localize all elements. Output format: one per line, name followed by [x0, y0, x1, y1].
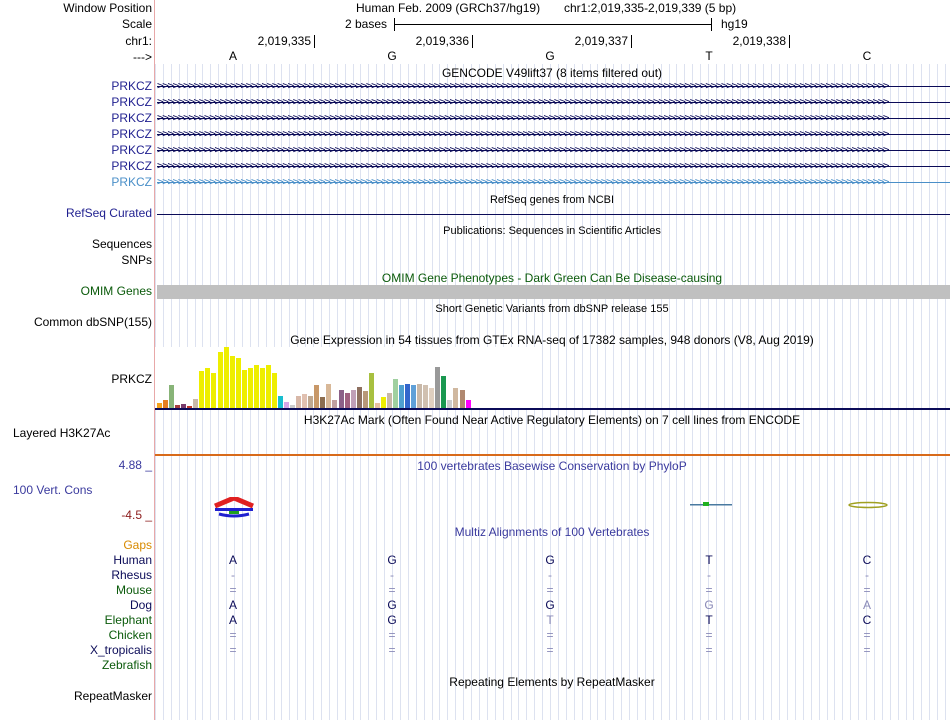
gtex-tissue-bar[interactable] [169, 385, 174, 408]
gtex-tissue-bar[interactable] [211, 373, 216, 408]
conservation-max-label: 4.88 _ [118, 458, 152, 472]
gtex-tissue-bar[interactable] [218, 352, 223, 408]
coordinate-tick [789, 35, 790, 48]
alignment-base: = [705, 643, 713, 657]
coordinate-tick [472, 35, 473, 48]
scale-db-label: hg19 [721, 17, 748, 31]
h3k27ac-track-title: H3K27Ac Mark (Often Found Near Active Regulatory Elements) on 7 cell lines from ENCODE [303, 413, 801, 427]
gtex-tissue-bar[interactable] [381, 397, 386, 408]
alignment-base: = [705, 583, 713, 597]
alignment-base: = [388, 583, 396, 597]
omim-track-title: OMIM Gene Phenotypes - Dark Green Can Be Disease-causing [381, 271, 723, 285]
alignment-base: T [705, 613, 713, 627]
alignment-base: = [863, 583, 871, 597]
alignment-base: = [229, 643, 237, 657]
alignment-base: = [388, 628, 396, 642]
species-label[interactable]: Elephant [104, 613, 152, 627]
gtex-tissue-bar[interactable] [326, 384, 331, 408]
scale-text: 2 bases [345, 17, 388, 31]
alignment-base: = [229, 628, 237, 642]
alignment-base: G [545, 553, 555, 567]
alignment-base: A [228, 598, 238, 612]
gtex-tissue-bar[interactable] [417, 384, 422, 408]
alignment-base: G [387, 613, 397, 627]
reference-base: A [228, 49, 238, 63]
sequences-label[interactable]: Sequences [91, 237, 152, 251]
coordinate-label: 2,019,337 [574, 34, 628, 48]
gtex-tissue-bar[interactable] [393, 379, 398, 408]
alignment-base: = [863, 628, 871, 642]
phylop-track-title: 100 vertebrates Basewise Conservation by PhyloP [417, 459, 687, 473]
gtex-tissue-bar[interactable] [363, 391, 368, 408]
alignment-base: = [546, 628, 554, 642]
species-label[interactable]: Mouse [115, 583, 152, 597]
h3k27ac-signal-line [155, 454, 950, 456]
gtex-track-title: Gene Expression in 54 tissues from GTEx RNA-seq of 17382 samples, 948 donors (V8, Aug 2019) [290, 333, 814, 347]
repeatmasker-track-title: Repeating Elements by RepeatMasker [449, 675, 655, 689]
gtex-tissue-bar[interactable] [163, 400, 168, 408]
coordinate-label: 2,019,338 [732, 34, 786, 48]
assembly-title: Human Feb. 2009 (GRCh37/hg19) [356, 1, 541, 15]
alignment-base: = [705, 628, 713, 642]
alignment-base: - [390, 568, 394, 582]
alignment-base: C [862, 553, 872, 567]
gtex-tissue-bar[interactable] [272, 373, 277, 408]
gaps-label: Gaps [123, 538, 152, 552]
strand-arrows: >>>>>>>>>>>>>>>>>>>>>>>>>>>>>>>>>>>>>>>>>>>>>>>>>>>>>>>>>>>>>>>>>>>>>>>>>>>>>>>>>>>>>>>>>>>>>>>>>>>>>>>>>>>>>>>>>>>>>>>>>>>>>>>>>>>>>>>>>>>> [157, 95, 889, 108]
dbsnp-track-title: Short Genetic Variants from dbSNP release 155 [435, 303, 669, 315]
gtex-tissue-bar[interactable] [242, 370, 247, 408]
species-label[interactable]: Human [113, 553, 152, 567]
gtex-tissue-bar[interactable] [254, 365, 259, 408]
repeatmasker-label[interactable]: RepeatMasker [73, 689, 152, 703]
gtex-tissue-bar[interactable] [314, 385, 319, 408]
conservation-logo-t [690, 498, 732, 506]
conservation-min-label: -4.5 _ [121, 508, 152, 522]
alignment-base: G [387, 553, 397, 567]
multiz-track-title: Multiz Alignments of 100 Vertebrates [454, 525, 650, 539]
gtex-tissue-bar[interactable] [302, 394, 307, 408]
alignment-base: - [548, 568, 552, 582]
alignment-base: A [228, 553, 238, 567]
alignment-base: G [545, 598, 555, 612]
gtex-tissue-bar[interactable] [357, 387, 362, 408]
refseq-gene-line[interactable] [157, 214, 950, 215]
gtex-tissue-bar[interactable] [278, 396, 283, 408]
gtex-tissue-bar[interactable] [460, 390, 465, 408]
gtex-tissue-bar[interactable] [236, 358, 241, 408]
coordinate-tick [631, 35, 632, 48]
gtex-tissue-bar[interactable] [405, 384, 410, 408]
scale-bar-left-tick [394, 18, 395, 31]
gene-label-prkcz[interactable]: PRKCZ [111, 159, 152, 173]
alignment-base: T [705, 553, 713, 567]
gtex-tissue-bar[interactable] [266, 365, 271, 408]
browser-track-panel [155, 0, 950, 720]
reference-base: C [862, 49, 872, 63]
gene-label-prkcz[interactable]: PRKCZ [111, 143, 152, 157]
gtex-tissue-bar[interactable] [351, 390, 356, 408]
publications-track-title: Publications: Sequences in Scientific Articles [443, 225, 661, 237]
alignment-base: = [546, 643, 554, 657]
species-label[interactable]: Rhesus [111, 568, 152, 582]
dbsnp-label[interactable]: Common dbSNP(155) [33, 315, 152, 329]
snps-label[interactable]: SNPs [121, 253, 152, 267]
strand-arrows: >>>>>>>>>>>>>>>>>>>>>>>>>>>>>>>>>>>>>>>>>>>>>>>>>>>>>>>>>>>>>>>>>>>>>>>>>>>>>>>>>>>>>>>>>>>>>>>>>>>>>>>>>>>>>>>>>>>>>>>>>>>>>>>>>>>>>>>>>>>> [157, 79, 889, 92]
strand-arrows: >>>>>>>>>>>>>>>>>>>>>>>>>>>>>>>>>>>>>>>>>>>>>>>>>>>>>>>>>>>>>>>>>>>>>>>>>>>>>>>>>>>>>>>>>>>>>>>>>>>>>>>>>>>>>>>>>>>>>>>>>>>>>>>>>>>>>>>>>>>> [157, 127, 889, 140]
scale-bar-line [394, 24, 711, 25]
omim-gene-bar[interactable] [157, 285, 950, 299]
gtex-baseline [155, 408, 950, 410]
reference-base: T [705, 49, 713, 63]
alignment-base: G [387, 598, 397, 612]
refseq-track-title: RefSeq genes from NCBI [489, 194, 615, 206]
refseq-curated-label[interactable]: RefSeq Curated [65, 206, 152, 220]
gtex-tissue-bar[interactable] [248, 368, 253, 408]
species-label[interactable]: Chicken [108, 628, 152, 642]
track-label-column [0, 0, 155, 720]
alignment-base: = [546, 583, 554, 597]
gtex-tissue-bar[interactable] [369, 373, 374, 408]
gene-label-prkcz[interactable]: PRKCZ [111, 127, 152, 141]
scale-bar-right-tick [711, 18, 712, 31]
chrom-label: chr1: [125, 34, 152, 48]
gtex-tissue-bar[interactable] [230, 356, 235, 408]
gene-label-prkcz[interactable]: PRKCZ [111, 95, 152, 109]
gtex-tissue-bar[interactable] [429, 388, 434, 408]
gtex-tissue-bar[interactable] [441, 376, 446, 408]
alignment-base: A [228, 613, 238, 627]
scale-label: Scale [121, 17, 152, 31]
h3k27ac-label[interactable]: Layered H3K27Ac [13, 426, 111, 440]
gtex-tissue-bar[interactable] [447, 400, 452, 408]
gene-label-prkcz[interactable]: PRKCZ [111, 175, 152, 189]
window-position-label: Window Position [63, 1, 152, 15]
gtex-tissue-bar[interactable] [308, 396, 313, 408]
strand-arrows: >>>>>>>>>>>>>>>>>>>>>>>>>>>>>>>>>>>>>>>>>>>>>>>>>>>>>>>>>>>>>>>>>>>>>>>>>>>>>>>>>>>>>>>>>>>>>>>>>>>>>>>>>>>>>>>>>>>>>>>>>>>>>>>>>>>>>>>>>>>> [157, 159, 889, 172]
gtex-tissue-bar[interactable] [320, 397, 325, 408]
alignment-base: = [388, 643, 396, 657]
conservation-logo-a [213, 497, 255, 519]
gtex-tissue-bar[interactable] [399, 385, 404, 408]
conservation-logo-c [848, 498, 888, 506]
alignment-base: G [704, 598, 714, 612]
gtex-tissue-bar[interactable] [224, 347, 229, 408]
gtex-tissue-bar[interactable] [345, 393, 350, 408]
gtex-tissue-bar[interactable] [332, 400, 337, 408]
gencode-track-title: GENCODE V49lift37 (8 items filtered out) [441, 66, 663, 80]
strand-arrows: >>>>>>>>>>>>>>>>>>>>>>>>>>>>>>>>>>>>>>>>>>>>>>>>>>>>>>>>>>>>>>>>>>>>>>>>>>>>>>>>>>>>>>>>>>>>>>>>>>>>>>>>>>>>>>>>>>>>>>>>>>>>>>>>>>>>>>>>>>>> [157, 175, 889, 188]
coordinate-label: 2,019,336 [415, 34, 469, 48]
alignment-base: T [546, 613, 554, 627]
gene-label-prkcz[interactable]: PRKCZ [111, 79, 152, 93]
label-divider [154, 0, 155, 720]
alignment-base: - [865, 568, 869, 582]
gtex-gene-label[interactable]: PRKCZ [111, 372, 152, 386]
species-label[interactable]: Dog [129, 598, 152, 612]
coordinate-tick [314, 35, 315, 48]
gtex-tissue-bar[interactable] [193, 399, 198, 408]
species-label[interactable]: X_tropicalis [89, 643, 152, 657]
gtex-tissue-bar[interactable] [205, 368, 210, 408]
alignment-base: C [862, 613, 872, 627]
gtex-tissue-bar[interactable] [260, 368, 265, 408]
gtex-bar-chart [157, 347, 535, 408]
gene-label-prkcz[interactable]: PRKCZ [111, 111, 152, 125]
position-title: chr1:2,019,335-2,019,339 (5 bp) [564, 1, 737, 15]
alignment-base: = [863, 643, 871, 657]
omim-genes-label[interactable]: OMIM Genes [80, 284, 152, 298]
gtex-tissue-bar[interactable] [466, 400, 471, 408]
gtex-tissue-bar[interactable] [411, 385, 416, 408]
coordinate-label: 2,019,335 [257, 34, 311, 48]
reference-base: G [387, 49, 397, 63]
conservation-label[interactable]: 100 Vert. Cons [13, 483, 93, 497]
species-label[interactable]: Zebrafish [101, 658, 152, 672]
strand-arrows: >>>>>>>>>>>>>>>>>>>>>>>>>>>>>>>>>>>>>>>>>>>>>>>>>>>>>>>>>>>>>>>>>>>>>>>>>>>>>>>>>>>>>>>>>>>>>>>>>>>>>>>>>>>>>>>>>>>>>>>>>>>>>>>>>>>>>>>>>>>> [157, 143, 889, 156]
gtex-tissue-bar[interactable] [296, 396, 301, 408]
alignment-base: A [862, 598, 872, 612]
alignment-base: = [229, 583, 237, 597]
alignment-base: - [707, 568, 711, 582]
gtex-tissue-bar[interactable] [435, 367, 440, 408]
alignment-base: - [231, 568, 235, 582]
gtex-tissue-bar[interactable] [453, 388, 458, 408]
strand-arrows: >>>>>>>>>>>>>>>>>>>>>>>>>>>>>>>>>>>>>>>>>>>>>>>>>>>>>>>>>>>>>>>>>>>>>>>>>>>>>>>>>>>>>>>>>>>>>>>>>>>>>>>>>>>>>>>>>>>>>>>>>>>>>>>>>>>>>>>>>>>> [157, 111, 889, 124]
gtex-tissue-bar[interactable] [387, 393, 392, 408]
gtex-tissue-bar[interactable] [199, 371, 204, 408]
reference-base: G [545, 49, 555, 63]
gtex-tissue-bar[interactable] [339, 390, 344, 408]
strand-label: ---> [133, 50, 152, 64]
gtex-tissue-bar[interactable] [423, 385, 428, 408]
